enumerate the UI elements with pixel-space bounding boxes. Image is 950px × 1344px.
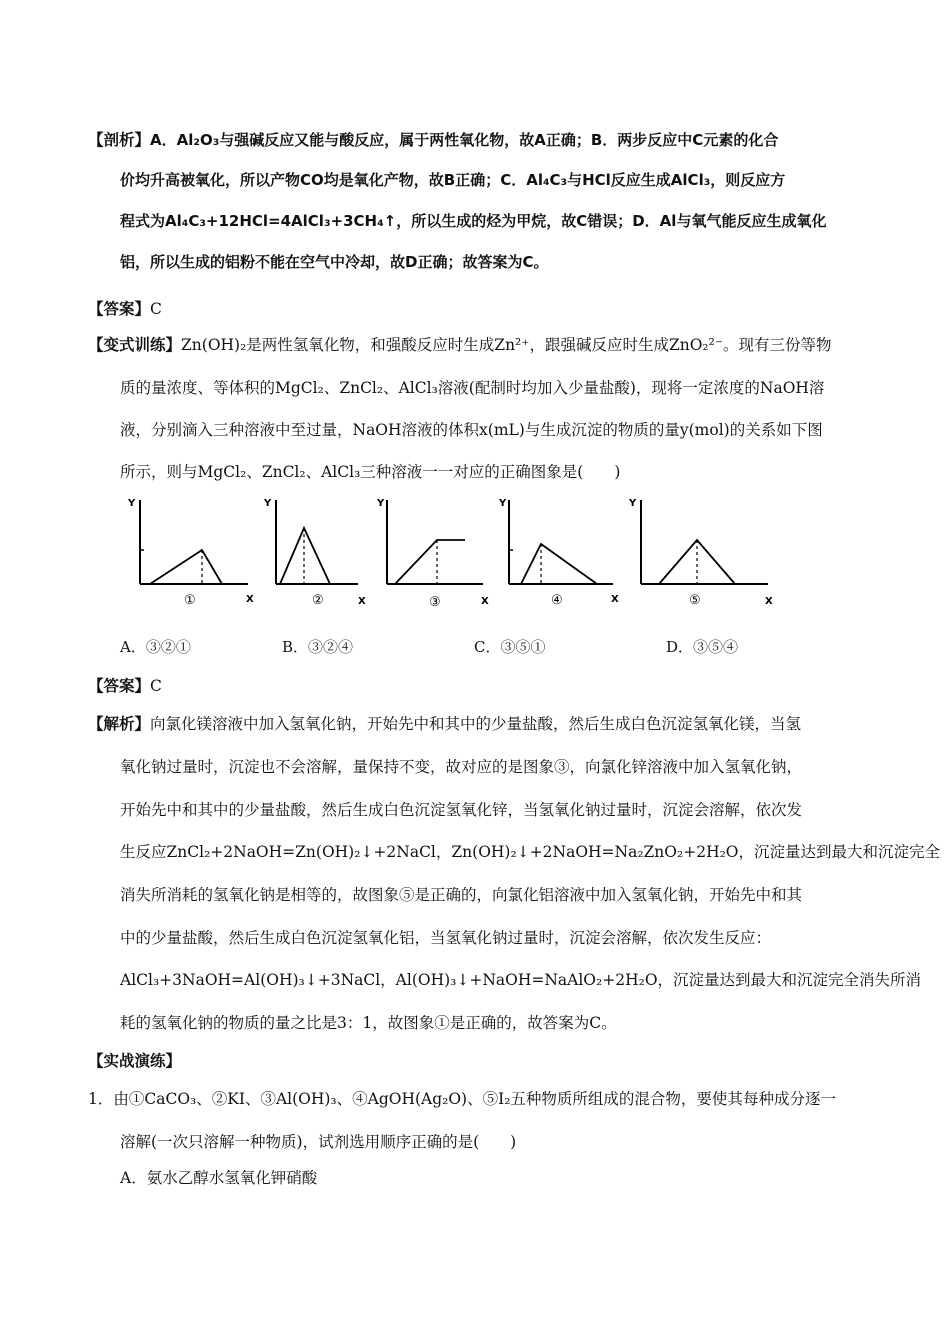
explanation-line-5: 消失所消耗的氢氧化钠是相等的，故图象⑤是正确的，向氯化铝溶液中加入氢氧化钠，开始先中和其 [120,886,803,904]
answer-1-value: C [150,300,162,318]
graph-3 [373,492,493,612]
graph-4 [493,492,623,612]
answer-1 [88,297,162,319]
analysis-line-3: 程式为Al₄C₃+12HCl=4AlCl₃+3CH₄↑，所以生成的烃为甲烷，故C错误；D．Al与氧气能反应生成氧化 [120,212,827,230]
graph-2-curve [280,528,330,584]
explanation-line-4: 生反应ZnCl₂+2NaOH=Zn(OH)₂↓+2NaCl，Zn(OH)₂↓+2NaOH=Na₂ZnO₂+2H₂O，沉淀量达到最大和沉淀完全 [120,843,941,861]
graph-2-x-label: X [358,596,366,607]
option-b: B．③②④ [282,638,354,656]
graph-4-x-label: X [611,594,619,605]
graph-1-label: ① [184,593,196,608]
graph-1 [118,492,258,612]
graph-3-x-label: X [481,596,489,607]
explanation-line-7: AlCl₃+3NaOH=Al(OH)₃↓+3NaCl，Al(OH)₃↓+NaOH=NaAlO₂+2H₂O，沉淀量达到最大和沉淀完全消失所消 [120,971,922,989]
variant-line-2: 质的量浓度、等体积的MgCl₂、ZnCl₂、AlCl₃溶液(配制时均加入少量盐酸)，现将一定浓度的NaOH溶 [120,379,825,397]
graph-2-label: ② [312,593,324,608]
analysis-line-1: A．Al₂O₃与强碱反应又能与酸反应，属于两性氧化物，故A正确；B．两步反应中C元素的化合 [150,131,779,149]
answer-2 [88,674,162,696]
graph-5 [623,492,778,612]
variant-line-4: 所示，则与MgCl₂、ZnCl₂、AlCl₃三种溶液一一对应的正确图象是( ) [120,463,621,481]
answer-1-tag: 【答案】 [88,300,151,318]
option-d: D．③⑤④ [666,638,739,656]
graph-3-y-label: Y [377,498,385,509]
question-1-line-1: 1．由①CaCO₃、②KI、③Al(OH)₃、④AgOH(Ag₂O)、⑤I₂五种物质所组成的混合物，要使其每种成分逐一 [88,1090,836,1108]
explanation-line-2: 氧化钠过量时，沉淀也不会溶解，量保持不变，故对应的是图象③，向氯化锌溶液中加入氢氧化钠， [120,758,803,776]
explanation-line-6: 中的少量盐酸，然后生成白色沉淀氢氧化铝，当氢氧化钠过量时，沉淀会溶解，依次发生反应： [120,929,772,947]
variant-line-3: 液，分别滴入三种溶液中至过量，NaOH溶液的体积x(mL)与生成沉淀的物质的量y(mol)的关系如下图 [120,421,823,439]
graph-2-y-label: Y [264,498,272,509]
graph-figures [118,492,778,612]
variant-tag: 【变式训练】 [88,336,182,354]
analysis-line-2: 价均升高被氧化，所以产物CO均是氧化产物，故B正确；C．Al₄C₃与HCl反应生成AlCl₃，则反应方 [120,171,786,189]
graph-3-curve [395,540,465,584]
graph-2 [258,492,368,612]
explanation-tag: 【解析】 [88,715,151,733]
option-c: C．③⑤① [474,638,546,656]
option-a: A．③②① [120,638,191,656]
analysis-tag: 【剖析】 [88,131,151,149]
graph-5-y-label: Y [629,498,637,509]
graph-3-label: ③ [429,595,441,610]
explanation-line-1: 向氯化镁溶液中加入氢氧化钠，开始先中和其中的少量盐酸，然后生成白色沉淀氢氧化镁，当氢 [150,715,802,733]
graph-1-x-label: X [246,594,254,605]
graph-4-y-label: Y [499,498,507,509]
explanation-line-8: 耗的氢氧化钠的物质的量之比是3：1，故图象①是正确的，故答案为C。 [120,1014,617,1032]
answer-2-value: C [150,677,162,695]
graph-4-label: ④ [551,593,563,608]
explanation-line-3: 开始先中和其中的少量盐酸，然后生成白色沉淀氢氧化锌，当氢氧化钠过量时，沉淀会溶解，依次发 [120,801,803,819]
graph-4-curve [521,544,597,584]
question-1-line-2: 溶解(一次只溶解一种物质)，试剂选用顺序正确的是( ) [120,1133,517,1151]
analysis-line-4: 铝，所以生成的铝粉不能在空气中冷却，故D正确；故答案为C。 [120,253,549,271]
question-1-option-a: A．氨水乙醇水氢氧化钾硝酸 [120,1169,318,1187]
graph-1-curve [150,550,222,584]
variant-line-1: Zn(OH)₂是两性氢氧化物，和强酸反应时生成Zn²⁺，跟强碱反应时生成ZnO₂²⁻。现有三份等物 [181,336,832,354]
graph-5-label: ⑤ [689,593,701,608]
graph-1-y-label: Y [128,498,136,509]
answer-2-tag: 【答案】 [88,677,151,695]
graph-5-x-label: X [765,596,773,607]
practice-heading: 【实战演练】 [88,1052,182,1070]
